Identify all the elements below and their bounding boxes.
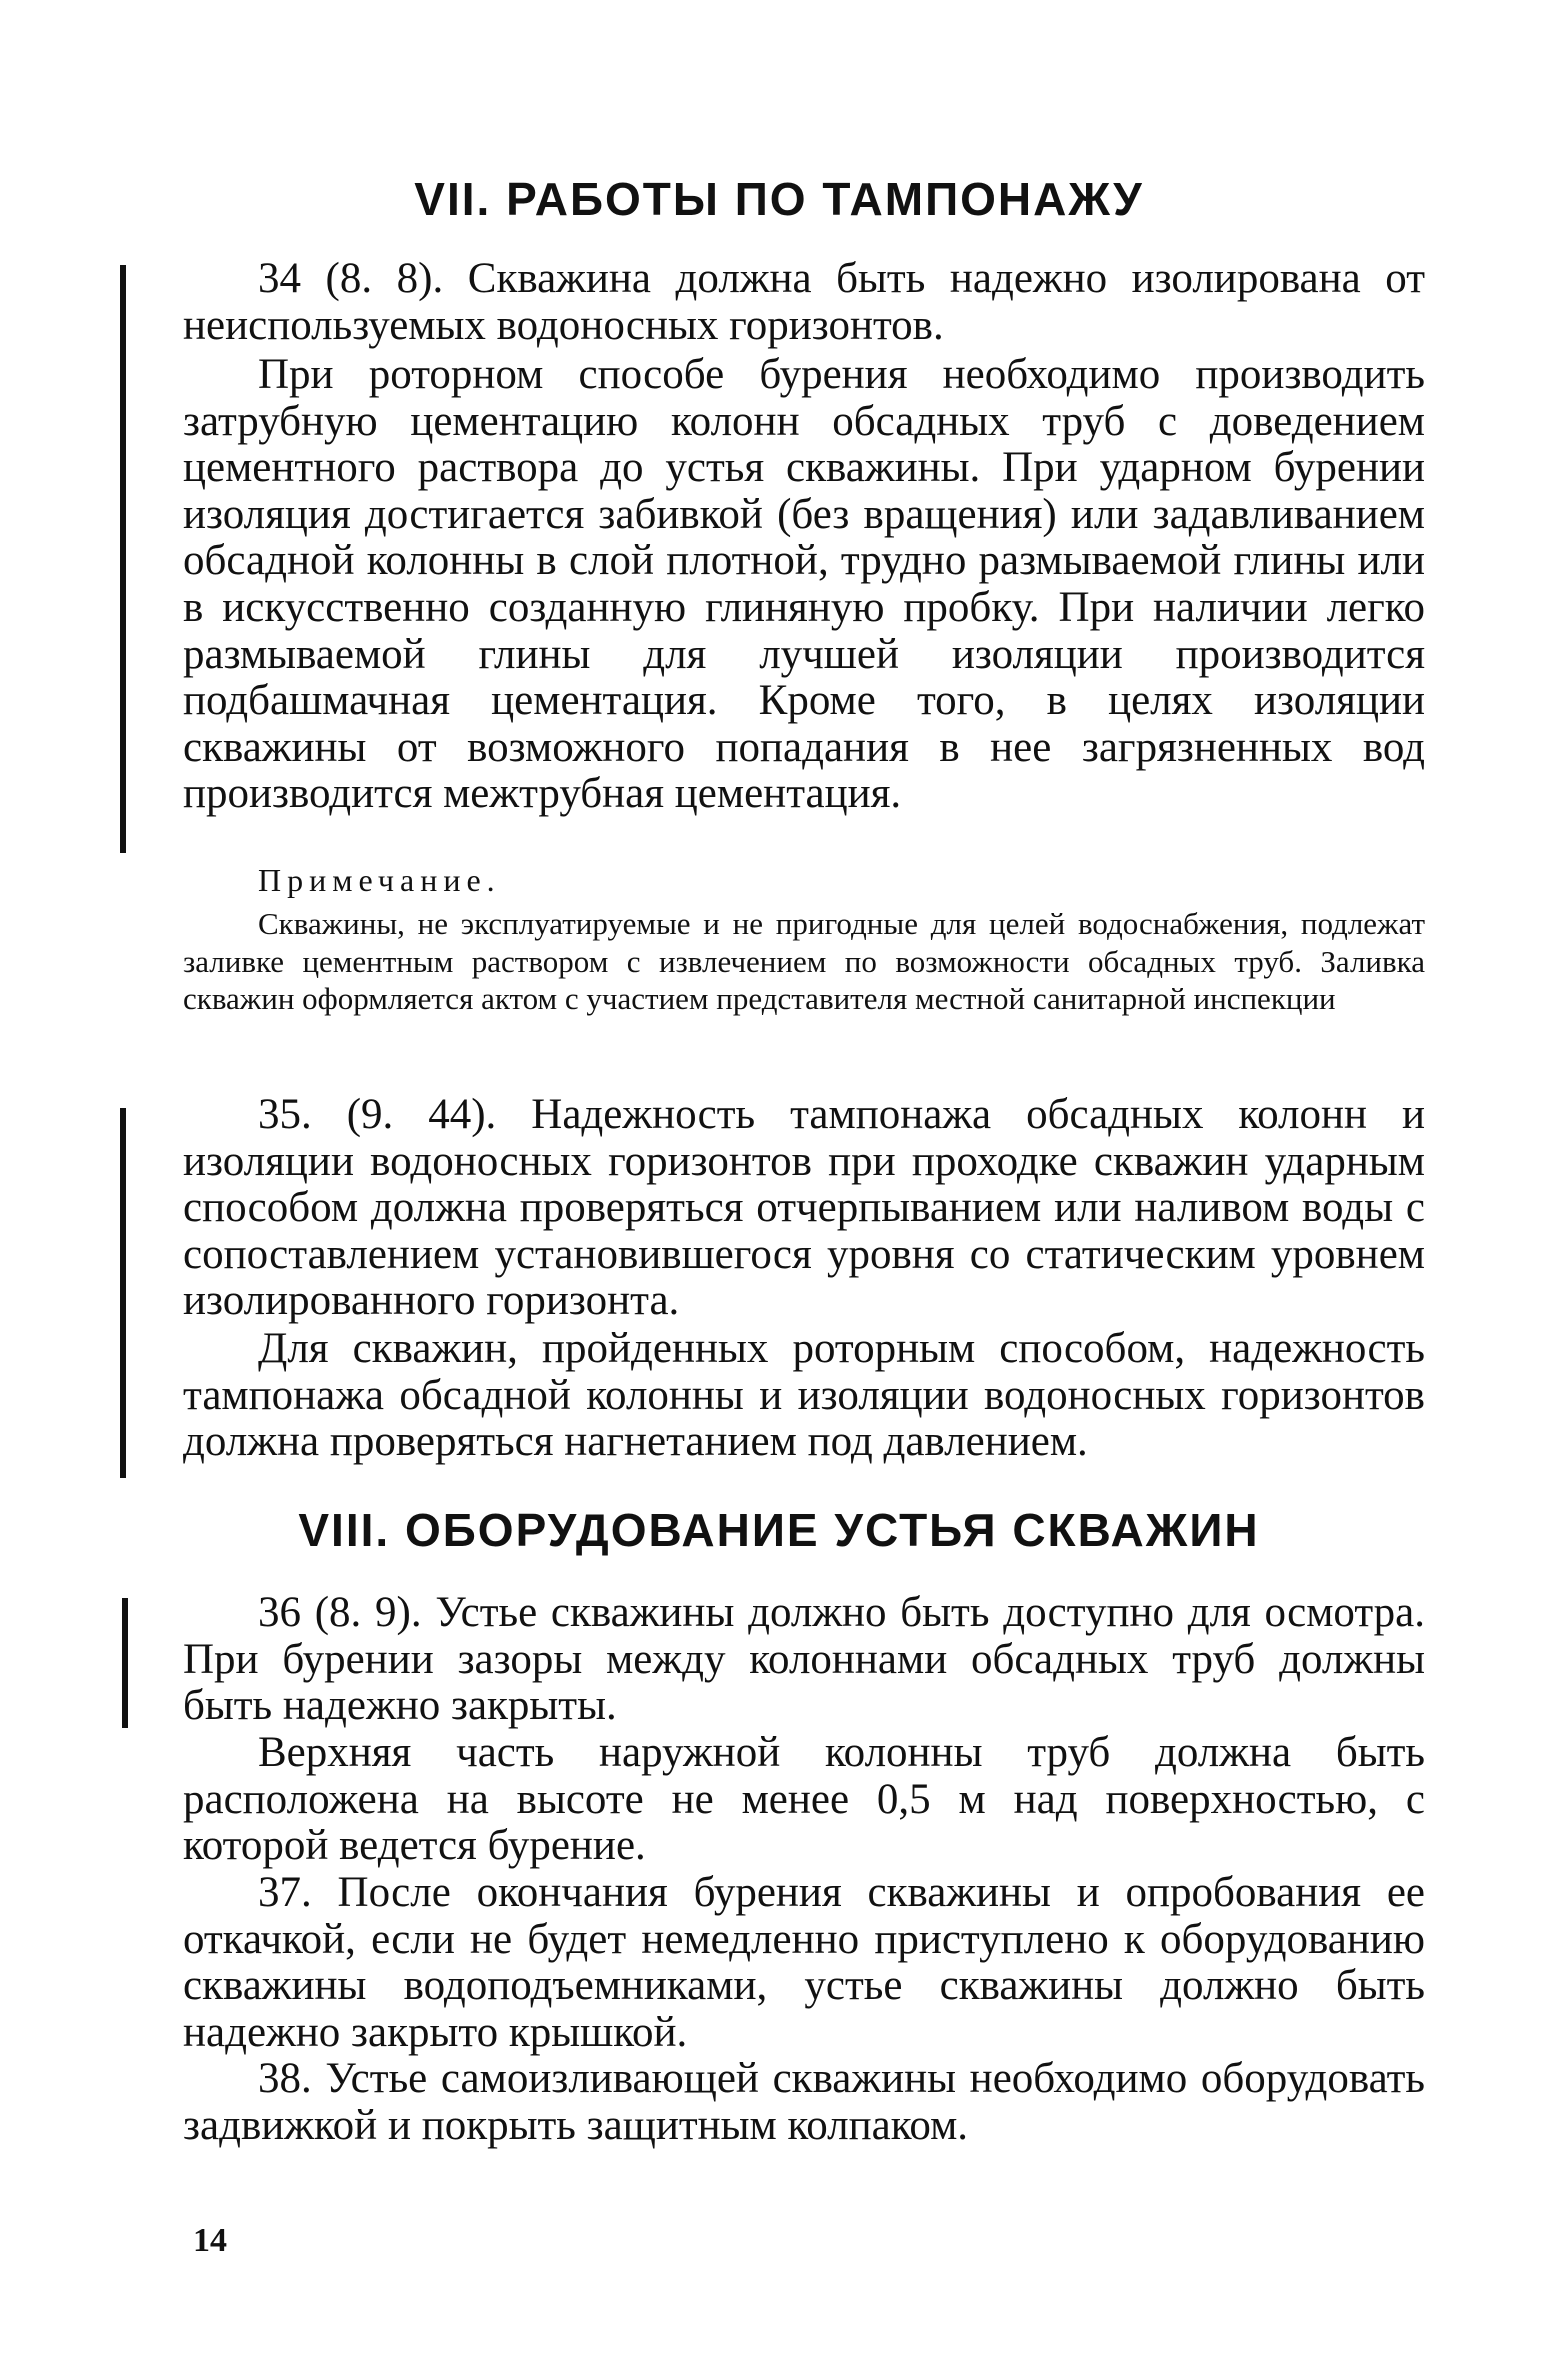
paragraph-34: 34 (8. 8). Скважина должна быть надежно изолирована от неиспользуемых водоносных горизонтов. — [183, 255, 1425, 349]
paragraph-rotary-drilling: При роторном способе бурения необходимо производить затрубную цементацию колонн обсадных труб с доведением цементного раствора до устья скважины. При ударном бурении изоляция достигается забивкой (без вращения) или задавливанием обсадной колонны в слой плотной, трудно размываемой глины или в искусственно созданную глиняную пробку. При наличии легко размываемой глины для лучшей изоляции производится подбашмачная цементация. Кроме того, в целях изоляции скважины от возможного попадания в нее загрязненных вод производится межтрубная цементация. — [183, 351, 1425, 818]
paragraph-36: 36 (8. 9). Устье скважины должно быть доступно для осмотра. При бурении зазоры между колоннами обсадных труб должны быть надежно закрыты. — [183, 1589, 1425, 1730]
section-heading-vii: VII. РАБОТЫ ПО ТАМПОНАЖУ — [414, 173, 1144, 225]
note-label: Примечание. — [258, 862, 501, 898]
margin-change-bar — [120, 1108, 126, 1478]
paragraph-35: 35. (9. 44). Надежность тампонажа обсадных колонн и изоляции водоносных горизонтов при проходке скважин ударным способом должна проверяться отчерпыванием или наливом воды с сопоставлением установившегося уровня со статическим уровнем изолированного горизонта. — [183, 1091, 1425, 1325]
margin-change-bar — [120, 265, 126, 853]
paragraph-38: 38. Устье самоизливающей скважины необходимо оборудовать задвижкой и покрыть защитным колпаком. — [183, 2055, 1425, 2149]
section-heading-viii: VIII. ОБОРУДОВАНИЕ УСТЬЯ СКВАЖИН — [298, 1504, 1260, 1556]
margin-change-bar — [122, 1598, 128, 1728]
paragraph-rotary-check: Для скважин, пройденных роторным способом, надежность тампонажа обсадной колонны и изоляции водоносных горизонтов должна проверяться нагнетанием под давлением. — [183, 1325, 1425, 1466]
paragraph-upper-casing: Верхняя часть наружной колонны труб должна быть расположена на высоте не менее 0,5 м над поверхностью, с которой ведется бурение. — [183, 1729, 1425, 1870]
page-number: 14 — [193, 2222, 227, 2259]
note-text: Скважины, не эксплуатируемые и не пригодные для целей водоснабжения, подлежат заливке цементным раствором с извлечением по возможности обсадных труб. Заливка скважин оформляется актом с участием представителя местной санитарной инспекции — [183, 906, 1425, 1016]
paragraph-37: 37. После окончания бурения скважины и опробования ее откачкой, если не будет немедленно приступлено к оборудованию скважины водоподъемниками, устье скважины должно быть надежно закрыто крышкой. — [183, 1869, 1425, 2056]
